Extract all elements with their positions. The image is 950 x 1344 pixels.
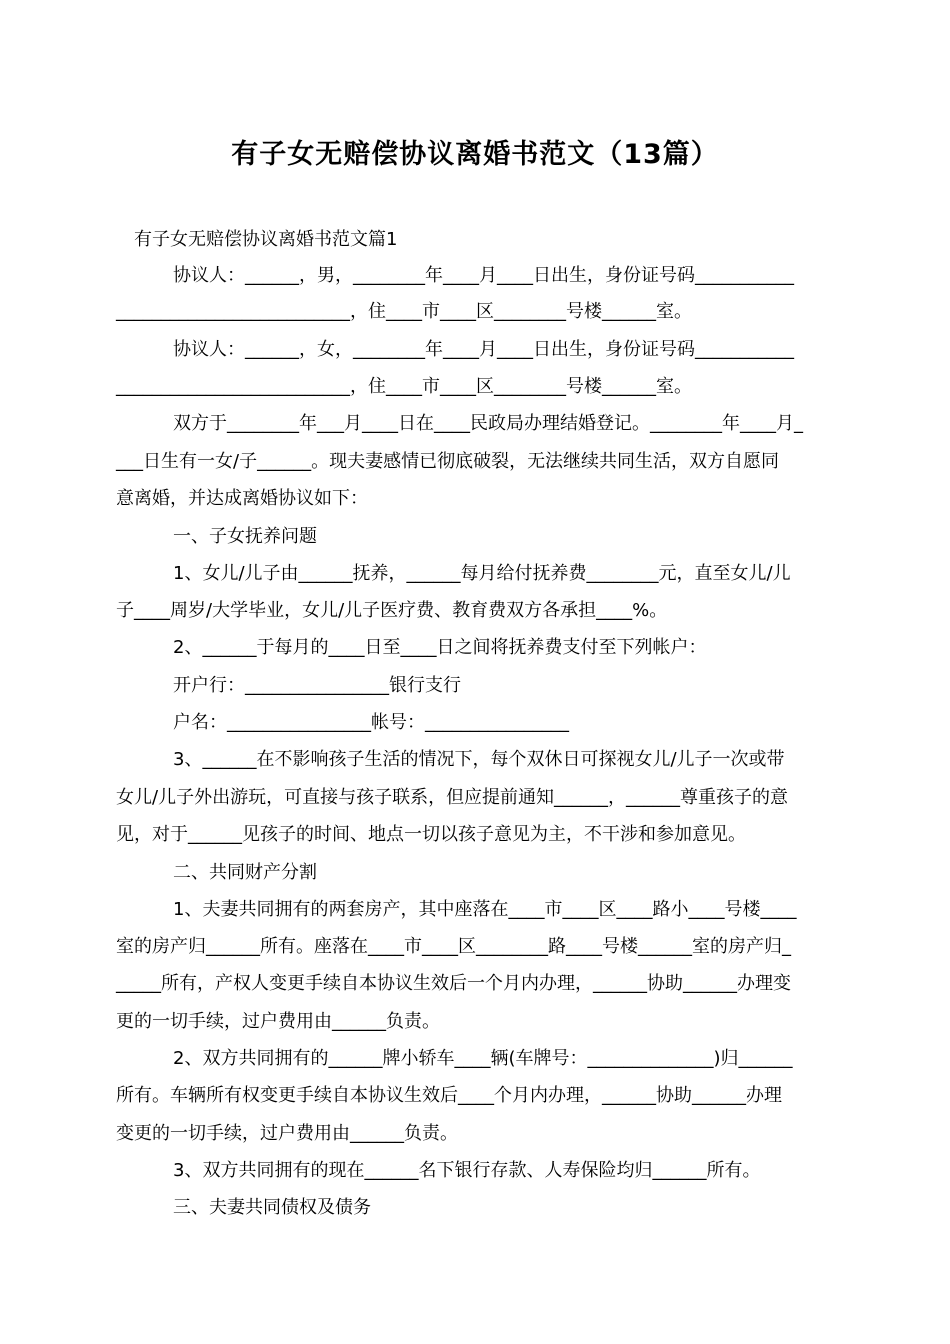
paragraph-line: 1、女儿/儿子由______抚养，______每月给付抚养费________元，直至女儿/儿 <box>173 563 791 584</box>
paragraph-line: 变更的一切手续，过户费用由______负责。 <box>116 1123 458 1144</box>
paragraph-line: 1、夫妻共同拥有的两套房产，其中座落在____市____区____路小____号楼____ <box>173 899 797 920</box>
paragraph-line: 户名：________________帐号：________________ <box>173 712 569 733</box>
paragraph-line: 意离婚，并达成离婚协议如下： <box>116 488 368 509</box>
paragraph-line: 见，对于______见孩子的时间、地点一切以孩子意见为主，不干涉和参加意见。 <box>116 824 746 845</box>
paragraph-line: 3、双方共同拥有的现在______名下银行存款、人寿保险均归______所有。 <box>173 1160 761 1181</box>
paragraph-line: 开户行：________________银行支行 <box>173 675 461 696</box>
section-heading: 二、共同财产分割 <box>173 862 317 883</box>
paragraph-line: 2、双方共同拥有的______牌小轿车____辆(车牌号：______________)归______ <box>173 1048 793 1069</box>
paragraph-line: 协议人：______，女，________年____月____日出生，身份证号码___________ <box>173 339 794 360</box>
document-title: 有子女无赔偿协议离婚书范文（13篇） <box>231 139 719 170</box>
paragraph-line: 女儿/儿子外出游玩，可直接与孩子联系，但应提前通知______，______尊重孩子的意 <box>116 787 789 808</box>
section-subtitle: 有子女无赔偿协议离婚书范文篇1 <box>134 229 398 250</box>
paragraph-line: 协议人：______，男，________年____月____日出生，身份证号码___________ <box>173 265 794 286</box>
paragraph-line: __________________________，住____市____区________号楼______室。 <box>116 376 692 397</box>
paragraph-line: 2、______于每月的____日至____日之间将抚养费支付至下列帐户： <box>173 637 707 658</box>
paragraph-line: 3、______在不影响孩子生活的情况下，每个双休日可探视女儿/儿子一次或带 <box>173 749 785 770</box>
section-heading: 三、夫妻共同债权及债务 <box>173 1197 371 1218</box>
paragraph-line: 子____周岁/大学毕业，女儿/儿子医疗费、教育费双方各承担____%。 <box>116 600 668 621</box>
paragraph-line: __________________________，住____市____区________号楼______室。 <box>116 301 692 322</box>
paragraph-line: 所有。车辆所有权变更手续自本协议生效后____个月内办理，______协助______办理 <box>116 1085 782 1106</box>
paragraph-line: ___日生有一女/子______。现夫妻感情已彻底破裂，无法继续共同生活，双方自愿同 <box>116 451 780 472</box>
paragraph-line: _____所有，产权人变更手续自本协议生效后一个月内办理，______协助______办理变 <box>116 973 791 994</box>
paragraph-line: 室的房产归______所有。座落在____市____区________路____号楼______室的房产归_ <box>116 936 791 957</box>
section-heading: 一、子女抚养问题 <box>173 526 317 547</box>
paragraph-line: 更的一切手续，过户费用由______负责。 <box>116 1011 440 1032</box>
paragraph-line: 双方于________年___月____日在____民政局办理结婚登记。________年____月_ <box>173 413 803 434</box>
